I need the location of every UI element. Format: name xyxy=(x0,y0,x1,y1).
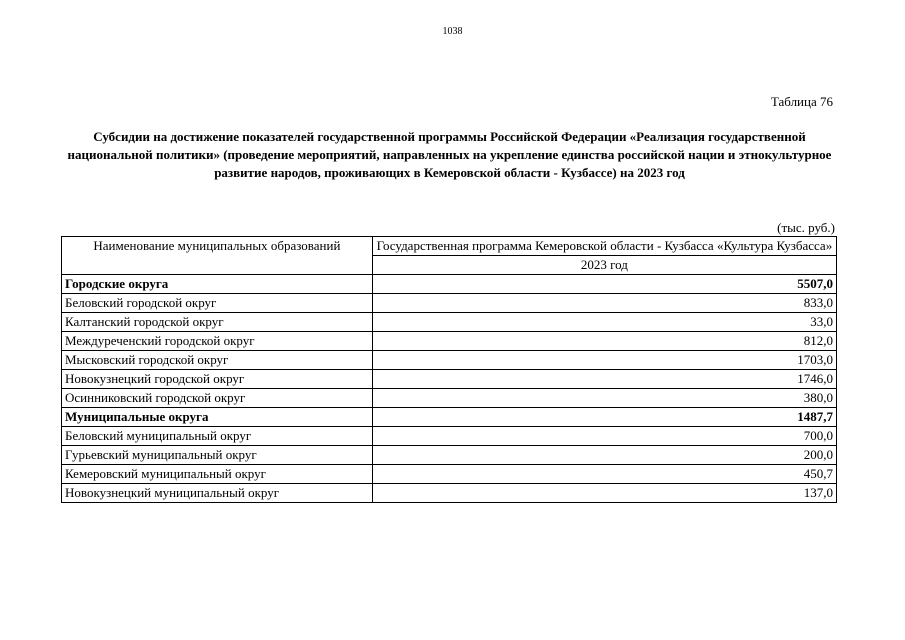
table-row xyxy=(62,465,837,484)
page-number: 1038 xyxy=(442,26,463,37)
group-name-cell: Муниципальные округа xyxy=(62,408,373,427)
units-label: (тыс. руб.) xyxy=(777,220,835,235)
municipality-name-cell: Гурьевский муниципальный округ xyxy=(62,446,373,465)
amount-cell: 33,0 xyxy=(372,313,836,332)
group-total-cell: 1487,7 xyxy=(372,408,836,427)
amount-cell: 833,0 xyxy=(372,294,836,313)
table-row xyxy=(62,294,837,313)
table-row xyxy=(62,370,837,389)
municipality-name-cell: Новокузнецкий городской округ xyxy=(62,370,373,389)
group-row xyxy=(62,408,837,427)
amount-cell: 200,0 xyxy=(372,446,836,465)
table-row xyxy=(62,313,837,332)
municipality-name-cell: Мысковский городской округ xyxy=(62,351,373,370)
column-header-program: Государственная программа Кемеровской области - Кузбасса «Культура Кузбасса» xyxy=(372,237,836,256)
table-row xyxy=(62,351,837,370)
municipality-name-cell: Осинниковский городской округ xyxy=(62,389,373,408)
municipality-name-cell: Новокузнецкий муниципальный округ xyxy=(62,484,373,503)
amount-cell: 1703,0 xyxy=(372,351,836,370)
table-body xyxy=(62,275,837,503)
amount-cell: 450,7 xyxy=(372,465,836,484)
table-row xyxy=(62,427,837,446)
municipality-name-cell: Междуреченский городской округ xyxy=(62,332,373,351)
document-title: Субсидии на достижение показателей государственной программы Российской Федерации «Реализация государственной национальной политики» (проведение мероприятий, направленных на укрепление единства российской нации и этнокультурное развитие народов, проживающих в Кемеровской области - Кузбассе) на 2023 год xyxy=(67,129,832,180)
column-header-year: 2023 год xyxy=(372,256,836,275)
group-name-cell: Городские округа xyxy=(62,275,373,294)
municipality-name-cell: Беловский муниципальный округ xyxy=(62,427,373,446)
column-header-name: Наименование муниципальных образований xyxy=(62,237,373,275)
municipality-name-cell: Беловский городской округ xyxy=(62,294,373,313)
amount-cell: 380,0 xyxy=(372,389,836,408)
table-row xyxy=(62,484,837,503)
table-row xyxy=(62,446,837,465)
table-row xyxy=(62,332,837,351)
group-total-cell: 5507,0 xyxy=(372,275,836,294)
group-row xyxy=(62,275,837,294)
amount-cell: 812,0 xyxy=(372,332,836,351)
table-label: Таблица 76 xyxy=(770,94,833,109)
municipality-name-cell: Кемеровский муниципальный округ xyxy=(62,465,373,484)
municipality-name-cell: Калтанский городской округ xyxy=(62,313,373,332)
subsidy-table xyxy=(61,236,837,503)
table-row xyxy=(62,389,837,408)
amount-cell: 137,0 xyxy=(372,484,836,503)
amount-cell: 700,0 xyxy=(372,427,836,446)
amount-cell: 1746,0 xyxy=(372,370,836,389)
